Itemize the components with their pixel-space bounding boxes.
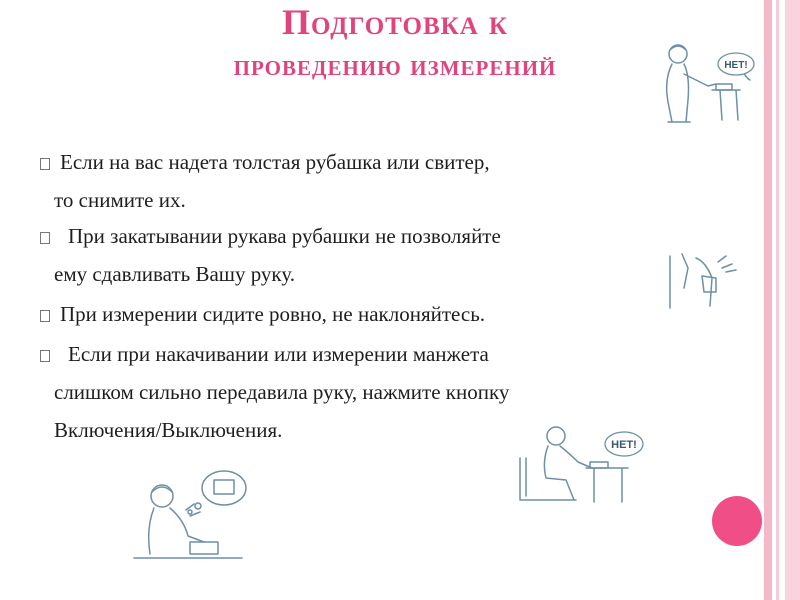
title-line-1: Подготовка к: [282, 2, 508, 42]
bullet-icon: [40, 232, 50, 244]
bullet-icon: [40, 350, 50, 362]
list-item-continuation: Включения/Выключения.: [54, 418, 283, 442]
svg-text:НЕТ!: НЕТ!: [611, 439, 637, 451]
list-item: [40, 300, 485, 328]
list-item: [40, 340, 489, 368]
speech-bubble: [718, 53, 754, 75]
thinking-man-illustration: [128, 458, 258, 568]
title-line-2: проведению измерений: [233, 49, 557, 82]
man-at-table-illustration: [650, 40, 760, 135]
decorative-stripe: [776, 0, 779, 600]
list-item: [40, 222, 501, 250]
bullet-icon: [40, 158, 50, 170]
list-item-continuation: ему сдавливать Вашу руку.: [54, 262, 295, 286]
bullet-icon: [40, 310, 50, 322]
speech-bubble: [605, 432, 643, 456]
decorative-stripe: [764, 0, 772, 600]
decorative-stripe: [785, 0, 800, 600]
list-item: [40, 148, 490, 176]
list-item-continuation: слишком сильно передавила руку, нажмите кнопку: [54, 380, 510, 404]
list-item-continuation: то снимите их.: [54, 188, 186, 212]
list-item-text: Если на вас надета толстая рубашка или свитер,: [60, 150, 490, 174]
svg-text:НЕТ!: НЕТ!: [724, 60, 748, 71]
list-item-text: Если при накачивании или измерении манжета: [68, 342, 489, 366]
list-item-text: При закатывании рукава рубашки не позволяйте: [68, 224, 501, 248]
seated-man-illustration: [516, 418, 646, 508]
decorative-circle: [712, 496, 762, 546]
list-item-text: При измерении сидите ровно, не наклоняйтесь.: [60, 302, 486, 326]
arm-with-cuff-illustration: [666, 248, 746, 318]
